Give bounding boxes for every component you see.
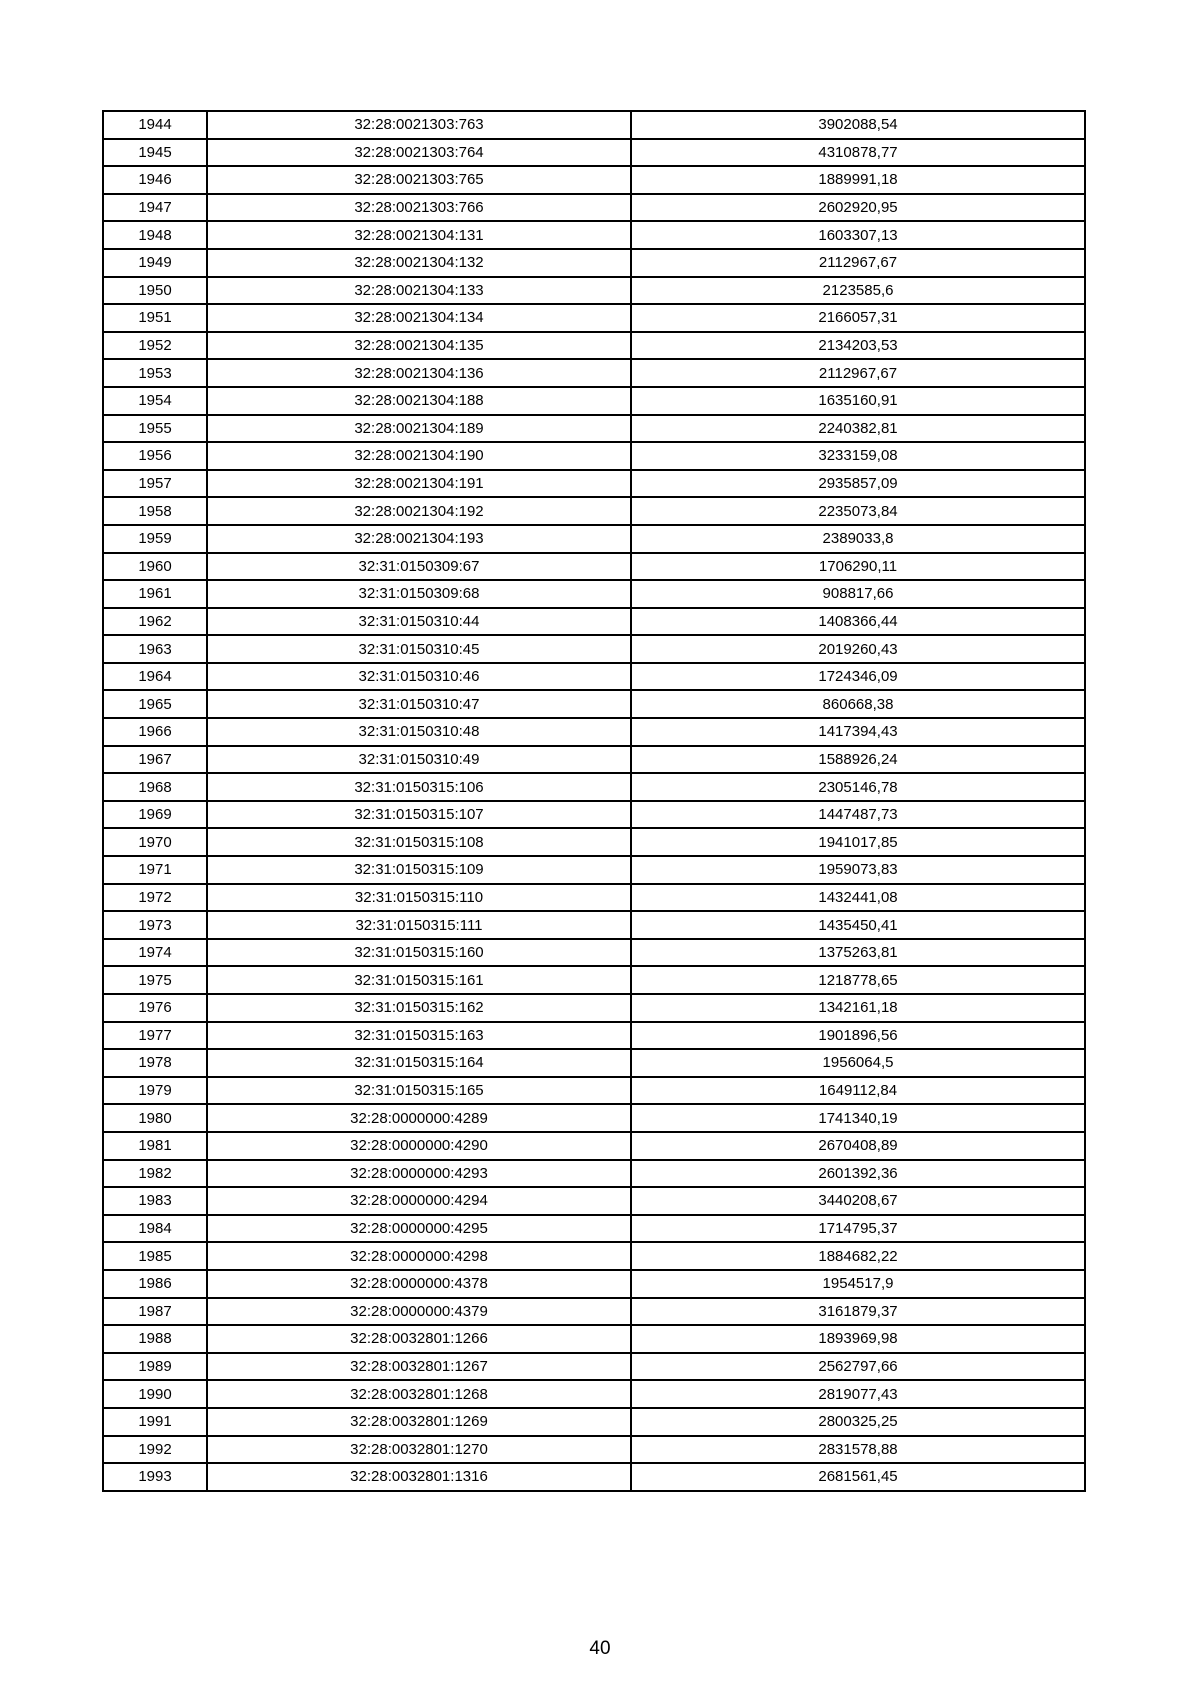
table-row <box>103 994 1085 1022</box>
table-row <box>103 194 1085 222</box>
table-row <box>103 1353 1085 1381</box>
cadastral-number-cell: 32:28:0032801:1268 <box>207 1380 631 1408</box>
row-number-cell: 1951 <box>103 304 207 332</box>
value-cell: 1218778,65 <box>631 966 1085 994</box>
page-number: 40 <box>589 1638 611 1659</box>
value-cell: 3440208,67 <box>631 1187 1085 1215</box>
table-row <box>103 884 1085 912</box>
value-cell: 1635160,91 <box>631 387 1085 415</box>
value-cell: 2819077,43 <box>631 1380 1085 1408</box>
table-row <box>103 1077 1085 1105</box>
cadastral-number-cell: 32:28:0000000:4294 <box>207 1187 631 1215</box>
cadastral-number-cell: 32:31:0150310:47 <box>207 690 631 718</box>
value-cell: 1741340,19 <box>631 1104 1085 1132</box>
table-row <box>103 1049 1085 1077</box>
table-row <box>103 1270 1085 1298</box>
row-number-cell: 1981 <box>103 1132 207 1160</box>
row-number-cell: 1950 <box>103 277 207 305</box>
table-row <box>103 1436 1085 1464</box>
row-number-cell: 1973 <box>103 911 207 939</box>
value-cell: 2305146,78 <box>631 773 1085 801</box>
row-number-cell: 1957 <box>103 470 207 498</box>
cadastral-number-cell: 32:28:0021303:765 <box>207 166 631 194</box>
cadastral-number-cell: 32:31:0150315:161 <box>207 966 631 994</box>
value-cell: 2112967,67 <box>631 359 1085 387</box>
cadastral-number-cell: 32:31:0150310:46 <box>207 663 631 691</box>
cadastral-number-cell: 32:28:0021304:131 <box>207 221 631 249</box>
table-row <box>103 1463 1085 1491</box>
cadastral-number-cell: 32:31:0150315:106 <box>207 773 631 801</box>
table-row <box>103 1325 1085 1353</box>
row-number-cell: 1966 <box>103 718 207 746</box>
cadastral-number-cell: 32:28:0021304:136 <box>207 359 631 387</box>
value-cell: 2935857,09 <box>631 470 1085 498</box>
value-cell: 1706290,11 <box>631 553 1085 581</box>
value-cell: 1408366,44 <box>631 608 1085 636</box>
value-cell: 2389033,8 <box>631 525 1085 553</box>
table-row <box>103 1215 1085 1243</box>
cadastral-number-cell: 32:28:0000000:4298 <box>207 1242 631 1270</box>
table-row <box>103 1187 1085 1215</box>
value-cell: 1893969,98 <box>631 1325 1085 1353</box>
table-row <box>103 1132 1085 1160</box>
value-cell: 4310878,77 <box>631 139 1085 167</box>
cadastral-number-cell: 32:31:0150309:67 <box>207 553 631 581</box>
cadastral-number-cell: 32:28:0021304:189 <box>207 415 631 443</box>
row-number-cell: 1979 <box>103 1077 207 1105</box>
row-number-cell: 1980 <box>103 1104 207 1132</box>
row-number-cell: 1991 <box>103 1408 207 1436</box>
table-row <box>103 277 1085 305</box>
value-cell: 1901896,56 <box>631 1022 1085 1050</box>
value-cell: 3233159,08 <box>631 442 1085 470</box>
row-number-cell: 1983 <box>103 1187 207 1215</box>
row-number-cell: 1977 <box>103 1022 207 1050</box>
cadastral-number-cell: 32:28:0021304:188 <box>207 387 631 415</box>
cadastral-number-cell: 32:28:0000000:4379 <box>207 1298 631 1326</box>
table-row <box>103 1242 1085 1270</box>
cadastral-number-cell: 32:31:0150315:162 <box>207 994 631 1022</box>
value-cell: 908817,66 <box>631 580 1085 608</box>
table-row <box>103 608 1085 636</box>
cadastral-number-cell: 32:28:0021303:766 <box>207 194 631 222</box>
value-cell: 1447487,73 <box>631 801 1085 829</box>
cadastral-number-cell: 32:28:0032801:1316 <box>207 1463 631 1491</box>
table-row <box>103 1022 1085 1050</box>
row-number-cell: 1989 <box>103 1353 207 1381</box>
table-row <box>103 663 1085 691</box>
row-number-cell: 1990 <box>103 1380 207 1408</box>
cadastral-number-cell: 32:28:0021304:190 <box>207 442 631 470</box>
row-number-cell: 1967 <box>103 746 207 774</box>
value-cell: 1954517,9 <box>631 1270 1085 1298</box>
cadastral-number-cell: 32:31:0150315:164 <box>207 1049 631 1077</box>
value-cell: 2601392,36 <box>631 1160 1085 1188</box>
row-number-cell: 1976 <box>103 994 207 1022</box>
data-table <box>102 110 1086 1492</box>
value-cell: 1941017,85 <box>631 828 1085 856</box>
cadastral-number-cell: 32:28:0021304:133 <box>207 277 631 305</box>
cadastral-number-cell: 32:31:0150310:48 <box>207 718 631 746</box>
row-number-cell: 1984 <box>103 1215 207 1243</box>
row-number-cell: 1949 <box>103 249 207 277</box>
value-cell: 1603307,13 <box>631 221 1085 249</box>
value-cell: 860668,38 <box>631 690 1085 718</box>
cadastral-number-cell: 32:31:0150310:45 <box>207 635 631 663</box>
table-row <box>103 1298 1085 1326</box>
row-number-cell: 1982 <box>103 1160 207 1188</box>
value-cell: 2670408,89 <box>631 1132 1085 1160</box>
value-cell: 2112967,67 <box>631 249 1085 277</box>
table-row <box>103 580 1085 608</box>
value-cell: 2562797,66 <box>631 1353 1085 1381</box>
table-row <box>103 249 1085 277</box>
row-number-cell: 1961 <box>103 580 207 608</box>
cadastral-number-cell: 32:31:0150315:107 <box>207 801 631 829</box>
table-row <box>103 470 1085 498</box>
row-number-cell: 1974 <box>103 939 207 967</box>
value-cell: 2602920,95 <box>631 194 1085 222</box>
cadastral-number-cell: 32:28:0000000:4295 <box>207 1215 631 1243</box>
row-number-cell: 1975 <box>103 966 207 994</box>
value-cell: 1889991,18 <box>631 166 1085 194</box>
row-number-cell: 1970 <box>103 828 207 856</box>
value-cell: 1649112,84 <box>631 1077 1085 1105</box>
cadastral-number-cell: 32:28:0021304:193 <box>207 525 631 553</box>
table-row <box>103 139 1085 167</box>
row-number-cell: 1963 <box>103 635 207 663</box>
table-row <box>103 718 1085 746</box>
cadastral-number-cell: 32:28:0021304:191 <box>207 470 631 498</box>
row-number-cell: 1965 <box>103 690 207 718</box>
row-number-cell: 1987 <box>103 1298 207 1326</box>
row-number-cell: 1978 <box>103 1049 207 1077</box>
cadastral-number-cell: 32:31:0150315:109 <box>207 856 631 884</box>
value-cell: 2831578,88 <box>631 1436 1085 1464</box>
row-number-cell: 1986 <box>103 1270 207 1298</box>
cadastral-number-cell: 32:31:0150309:68 <box>207 580 631 608</box>
row-number-cell: 1946 <box>103 166 207 194</box>
row-number-cell: 1985 <box>103 1242 207 1270</box>
cadastral-number-cell: 32:28:0021304:135 <box>207 332 631 360</box>
cadastral-number-cell: 32:28:0032801:1266 <box>207 1325 631 1353</box>
cadastral-number-cell: 32:28:0032801:1269 <box>207 1408 631 1436</box>
cadastral-number-cell: 32:31:0150315:111 <box>207 911 631 939</box>
table-row <box>103 415 1085 443</box>
cadastral-number-cell: 32:31:0150315:163 <box>207 1022 631 1050</box>
table-row <box>103 1104 1085 1132</box>
cadastral-number-cell: 32:31:0150310:49 <box>207 746 631 774</box>
table-row <box>103 111 1085 139</box>
table-row <box>103 746 1085 774</box>
row-number-cell: 1968 <box>103 773 207 801</box>
table-row <box>103 856 1085 884</box>
cadastral-number-cell: 32:31:0150315:110 <box>207 884 631 912</box>
value-cell: 2240382,81 <box>631 415 1085 443</box>
row-number-cell: 1960 <box>103 553 207 581</box>
table-row <box>103 690 1085 718</box>
row-number-cell: 1964 <box>103 663 207 691</box>
table-row <box>103 939 1085 967</box>
cadastral-number-cell: 32:28:0021304:134 <box>207 304 631 332</box>
row-number-cell: 1947 <box>103 194 207 222</box>
value-cell: 1884682,22 <box>631 1242 1085 1270</box>
table-row <box>103 1408 1085 1436</box>
table-row <box>103 635 1085 663</box>
table-row <box>103 801 1085 829</box>
row-number-cell: 1993 <box>103 1463 207 1491</box>
table-body <box>103 111 1085 1491</box>
value-cell: 1959073,83 <box>631 856 1085 884</box>
cadastral-number-cell: 32:31:0150315:108 <box>207 828 631 856</box>
row-number-cell: 1945 <box>103 139 207 167</box>
table-row <box>103 553 1085 581</box>
value-cell: 1956064,5 <box>631 1049 1085 1077</box>
table-row <box>103 442 1085 470</box>
cadastral-number-cell: 32:28:0000000:4378 <box>207 1270 631 1298</box>
value-cell: 1432441,08 <box>631 884 1085 912</box>
table-row <box>103 1160 1085 1188</box>
row-number-cell: 1956 <box>103 442 207 470</box>
value-cell: 1435450,41 <box>631 911 1085 939</box>
cadastral-number-cell: 32:28:0000000:4293 <box>207 1160 631 1188</box>
value-cell: 2123585,6 <box>631 277 1085 305</box>
table-row <box>103 773 1085 801</box>
table-row <box>103 525 1085 553</box>
cadastral-number-cell: 32:31:0150315:160 <box>207 939 631 967</box>
table-row <box>103 828 1085 856</box>
value-cell: 2019260,43 <box>631 635 1085 663</box>
row-number-cell: 1954 <box>103 387 207 415</box>
row-number-cell: 1971 <box>103 856 207 884</box>
cadastral-number-cell: 32:28:0021304:132 <box>207 249 631 277</box>
table-row <box>103 332 1085 360</box>
value-cell: 2800325,25 <box>631 1408 1085 1436</box>
row-number-cell: 1948 <box>103 221 207 249</box>
value-cell: 1375263,81 <box>631 939 1085 967</box>
table-row <box>103 387 1085 415</box>
cadastral-number-cell: 32:28:0021303:764 <box>207 139 631 167</box>
row-number-cell: 1972 <box>103 884 207 912</box>
row-number-cell: 1958 <box>103 497 207 525</box>
row-number-cell: 1952 <box>103 332 207 360</box>
table-row <box>103 359 1085 387</box>
value-cell: 3902088,54 <box>631 111 1085 139</box>
value-cell: 1588926,24 <box>631 746 1085 774</box>
value-cell: 1342161,18 <box>631 994 1085 1022</box>
value-cell: 2134203,53 <box>631 332 1085 360</box>
row-number-cell: 1955 <box>103 415 207 443</box>
cadastral-number-cell: 32:28:0021303:763 <box>207 111 631 139</box>
cadastral-number-cell: 32:28:0032801:1267 <box>207 1353 631 1381</box>
row-number-cell: 1944 <box>103 111 207 139</box>
cadastral-number-cell: 32:28:0000000:4290 <box>207 1132 631 1160</box>
cadastral-number-cell: 32:31:0150310:44 <box>207 608 631 636</box>
row-number-cell: 1992 <box>103 1436 207 1464</box>
row-number-cell: 1969 <box>103 801 207 829</box>
row-number-cell: 1962 <box>103 608 207 636</box>
table-row <box>103 221 1085 249</box>
row-number-cell: 1988 <box>103 1325 207 1353</box>
value-cell: 3161879,37 <box>631 1298 1085 1326</box>
value-cell: 2235073,84 <box>631 497 1085 525</box>
table-row <box>103 497 1085 525</box>
value-cell: 1417394,43 <box>631 718 1085 746</box>
row-number-cell: 1953 <box>103 359 207 387</box>
value-cell: 1724346,09 <box>631 663 1085 691</box>
table-row <box>103 166 1085 194</box>
row-number-cell: 1959 <box>103 525 207 553</box>
cadastral-number-cell: 32:28:0032801:1270 <box>207 1436 631 1464</box>
table-row <box>103 966 1085 994</box>
cadastral-number-cell: 32:31:0150315:165 <box>207 1077 631 1105</box>
cadastral-number-cell: 32:28:0000000:4289 <box>207 1104 631 1132</box>
cadastral-number-cell: 32:28:0021304:192 <box>207 497 631 525</box>
value-cell: 2166057,31 <box>631 304 1085 332</box>
value-cell: 2681561,45 <box>631 1463 1085 1491</box>
value-cell: 1714795,37 <box>631 1215 1085 1243</box>
table-row <box>103 304 1085 332</box>
table-row <box>103 911 1085 939</box>
table-row <box>103 1380 1085 1408</box>
